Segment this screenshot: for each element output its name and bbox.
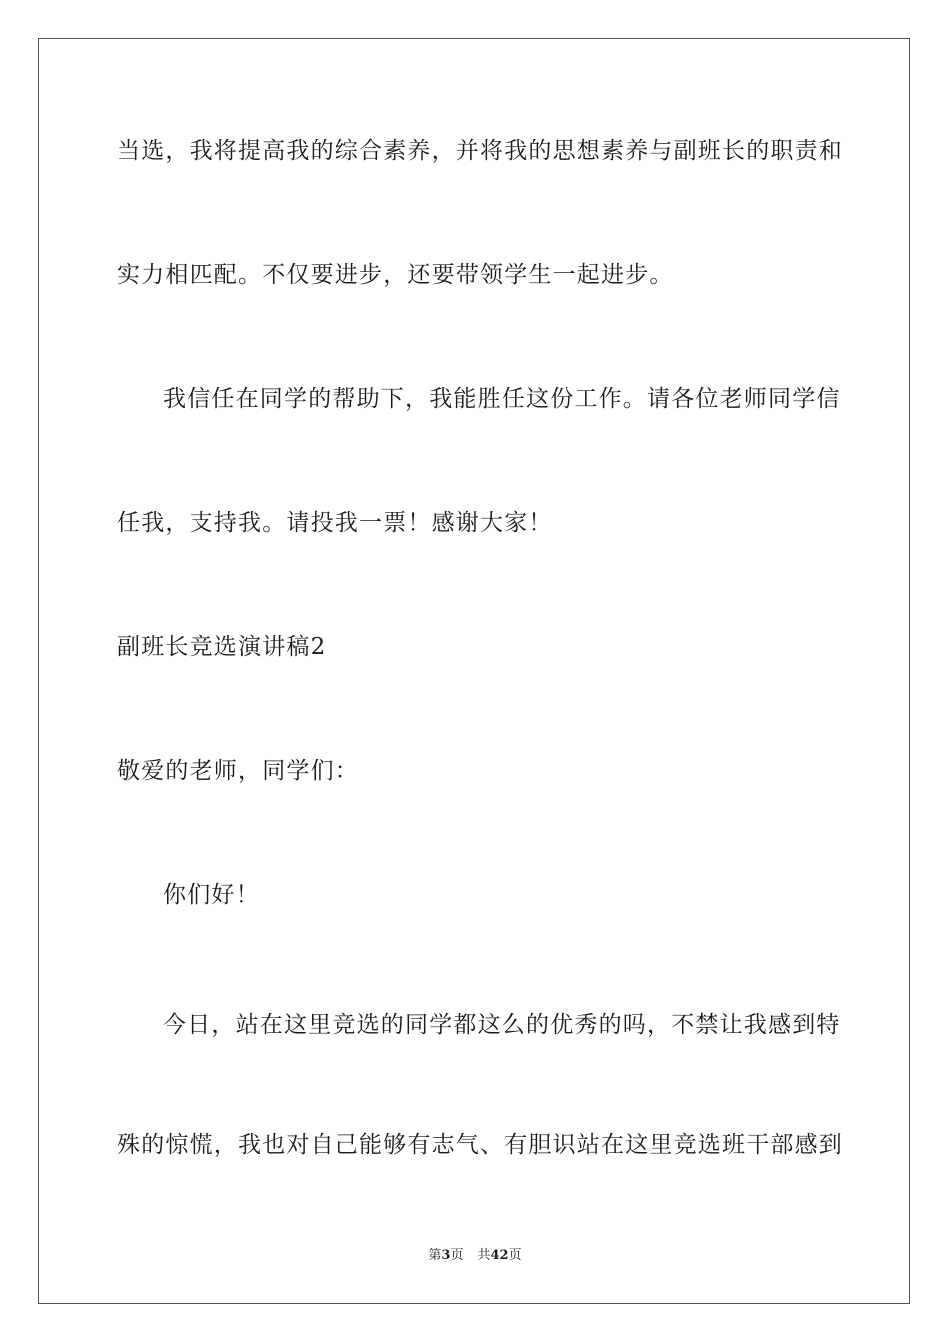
footer-page-suffix: 页 xyxy=(450,1248,464,1263)
footer-total-prefix: 共 xyxy=(477,1248,491,1263)
body-text-line: 实力相匹配。不仅要进步，还要带领学生一起进步。 xyxy=(117,262,674,288)
section-heading: 副班长竞选演讲稿2 xyxy=(117,634,327,660)
greeting: 你们好！ xyxy=(163,882,260,908)
paragraph-first-line: 今日，站在这里竞选的同学都这么的优秀的吗，不禁让我感到特 xyxy=(163,1012,841,1038)
salutation: 敬爱的老师，同学们： xyxy=(117,758,359,784)
footer-page-prefix: 第 xyxy=(428,1248,442,1263)
current-page-number: 3 xyxy=(441,1248,451,1263)
body-text-line: 任我，支持我。请投我一票！感谢大家！ xyxy=(117,510,553,536)
footer-total-suffix: 页 xyxy=(508,1248,522,1263)
page-border xyxy=(38,38,910,1304)
body-text-line: 殊的惊慌，我也对自己能够有志气、有胆识站在这里竞选班干部感到 xyxy=(117,1132,843,1158)
total-page-count: 42 xyxy=(490,1248,509,1263)
page-footer xyxy=(0,1247,950,1265)
body-text-line: 当选，我将提高我的综合素养，并将我的思想素养与副班长的职责和 xyxy=(117,138,843,164)
paragraph-first-line: 我信任在同学的帮助下，我能胜任这份工作。请各位老师同学信 xyxy=(163,386,841,412)
